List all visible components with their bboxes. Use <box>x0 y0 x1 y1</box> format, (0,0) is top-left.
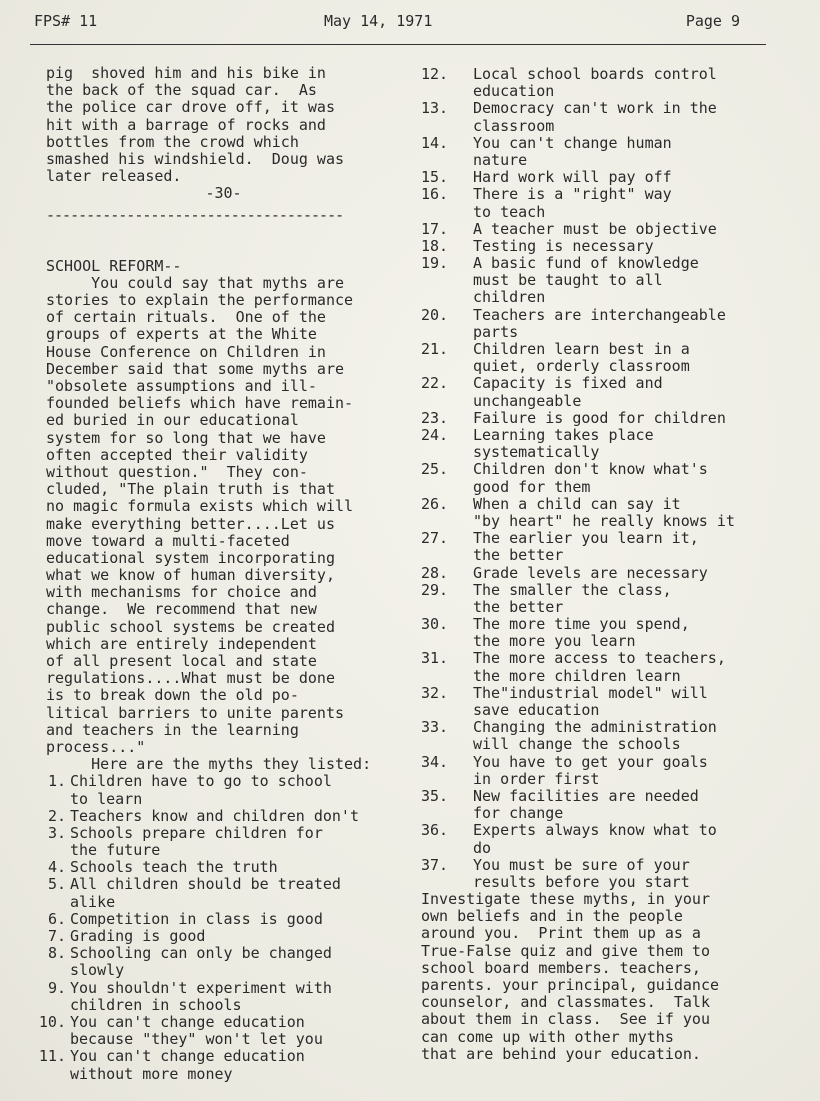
myth-number: 35. <box>421 786 449 805</box>
myth-item <box>421 496 801 530</box>
myth-text: Testing is necessary <box>473 236 654 255</box>
myth-number: 19. <box>421 254 449 273</box>
myth-number: 7. <box>47 927 66 946</box>
myth-number: 14. <box>421 133 449 152</box>
myth-item <box>421 169 801 186</box>
myth-item <box>421 66 801 100</box>
myth-number: 20. <box>421 305 449 324</box>
myth-text: the better <box>473 597 564 616</box>
article-body <box>46 275 401 773</box>
closing-line: around you. Print them up as a <box>421 924 701 943</box>
intro-line: the police car drove off, it was <box>46 98 335 117</box>
myth-item <box>421 100 801 134</box>
myth-text: The smaller the class, <box>473 580 672 599</box>
page-number: Page 9 <box>685 12 740 30</box>
myth-item <box>421 685 801 719</box>
body-line: House Conference on Children in <box>46 342 326 361</box>
closing-line: True-False quiz and give them to <box>421 941 710 960</box>
myth-text: children <box>473 288 546 307</box>
myth-number: 5. <box>47 875 66 894</box>
myth-item <box>421 822 801 856</box>
body-line: regulations....What must be done <box>46 669 335 688</box>
body-line: with mechanisms for choice and <box>46 583 317 602</box>
myth-text: save education <box>473 701 600 720</box>
myth-text: to learn <box>70 789 143 808</box>
myth-item <box>421 565 801 582</box>
closing-line: counselor, and classmates. Talk <box>421 993 710 1012</box>
myth-item <box>46 773 401 807</box>
myth-item <box>421 530 801 564</box>
closing-line: school board members. teachers, <box>421 958 701 977</box>
myth-number: 27. <box>421 529 449 548</box>
myth-number: 31. <box>421 649 449 668</box>
myth-text: The earlier you learn it, <box>473 529 699 548</box>
body-line: litical barriers to unite parents <box>46 703 345 722</box>
myth-number: 37. <box>421 855 449 874</box>
myth-text: Experts always know what to <box>473 821 717 840</box>
closing-line: Investigate these myths, in your <box>421 890 710 909</box>
myth-item <box>421 410 801 427</box>
myth-text: do <box>473 838 492 857</box>
myth-text: will change the schools <box>473 735 681 754</box>
myth-number: 1. <box>47 772 66 791</box>
myth-item <box>421 616 801 650</box>
myth-item <box>46 911 401 928</box>
myth-text: Changing the administration <box>473 718 717 737</box>
myth-text: alike <box>70 892 116 911</box>
myth-item <box>421 650 801 684</box>
myth-text: You can't change education <box>70 1013 305 1031</box>
myth-text: All children should be treated <box>70 875 341 894</box>
myth-number: 4. <box>47 858 66 877</box>
myth-text: quiet, orderly classroom <box>473 357 690 376</box>
myth-number: 25. <box>421 460 449 479</box>
myth-text: Grading is good <box>70 927 206 946</box>
body-line: and teachers in the learning <box>46 720 299 739</box>
myth-text: without more money <box>70 1064 233 1083</box>
body-line: is to break down the old po- <box>46 686 299 705</box>
myth-number: 33. <box>421 718 449 737</box>
myth-text: Competition in class is good <box>70 909 323 928</box>
myth-text: You can't change human <box>473 133 672 152</box>
closing-line: parents. your principal, guidance <box>421 976 720 995</box>
closing-line: that are behind your education. <box>421 1044 701 1063</box>
myth-number: 9. <box>47 978 66 997</box>
body-line: make everything better....Let us <box>46 514 335 533</box>
myth-number: 12. <box>421 65 449 83</box>
myth-item <box>421 221 801 238</box>
myth-item <box>46 876 401 910</box>
myth-number: 34. <box>421 752 449 771</box>
myth-text: systematically <box>473 443 600 462</box>
myth-number: 2. <box>47 806 66 825</box>
myth-item <box>421 238 801 255</box>
myth-text: A basic fund of knowledge <box>473 254 699 273</box>
issue-number: FPS# 11 <box>34 12 98 30</box>
intro-line: bottles from the crowd which <box>46 132 299 151</box>
myth-text: good for them <box>473 477 591 496</box>
closing-line: about them in class. See if you <box>421 1010 710 1029</box>
body-line: system for so long that we have <box>46 428 326 447</box>
body-line: change. We recommend that new <box>46 600 317 619</box>
myth-text: Children don't know what's <box>473 460 708 479</box>
body-line: cluded, "The plain truth is that <box>46 480 335 499</box>
body-line: without question." They con- <box>46 462 308 481</box>
myth-item <box>38 1047 401 1083</box>
myth-number: 3. <box>47 823 66 842</box>
body-line: December said that some myths are <box>46 359 345 378</box>
myth-text: must be taught to all <box>473 271 663 290</box>
myth-item <box>421 341 801 375</box>
myth-item <box>421 307 801 341</box>
body-line: process..." <box>46 737 146 756</box>
myth-number: 18. <box>421 236 449 255</box>
myth-text: nature <box>473 150 528 169</box>
myth-text: to teach <box>473 202 546 221</box>
myth-number: 22. <box>421 374 449 393</box>
myth-text: There is a "right" way <box>473 185 672 204</box>
myth-item <box>46 980 401 1014</box>
myth-text: Failure is good for children <box>473 408 726 427</box>
myth-number: 24. <box>421 426 449 444</box>
myth-text: When a child can say it <box>473 494 681 513</box>
body-line: of all present local and state <box>46 652 317 670</box>
myth-item <box>421 375 801 409</box>
myth-item <box>421 135 801 169</box>
body-line: what we know of human diversity, <box>46 566 335 585</box>
left-column <box>38 64 401 1083</box>
myth-text: Children have to go to school <box>70 772 332 791</box>
myth-text: A teacher must be objective <box>473 219 717 238</box>
body-line: "obsolete assumptions and ill- <box>46 377 317 395</box>
myth-text: classroom <box>473 116 555 135</box>
myth-text: You must be sure of your <box>473 855 690 874</box>
myth-item <box>421 255 801 307</box>
myth-item <box>46 928 401 945</box>
end-mark: -30- <box>205 184 242 203</box>
myth-text: Schools teach the truth <box>70 858 278 877</box>
myth-item <box>421 186 801 220</box>
myth-number: 16. <box>421 185 449 204</box>
body-line: move toward a multi-faceted <box>46 531 290 550</box>
myth-number: 10. <box>38 1013 66 1031</box>
myth-text: Teachers know and children don't <box>70 806 359 825</box>
myth-number: 36. <box>421 821 449 840</box>
header-rule <box>30 44 766 45</box>
myth-item <box>421 788 801 822</box>
closing-line: own beliefs and in the people <box>421 907 683 926</box>
myth-number: 28. <box>421 563 449 582</box>
myth-text: education <box>473 82 555 101</box>
myth-number: 26. <box>421 494 449 513</box>
myth-item <box>46 859 401 876</box>
body-line: of certain rituals. One of the <box>46 308 326 327</box>
myth-text: Local school boards control <box>473 65 717 83</box>
myth-text: Learning takes place <box>473 426 654 444</box>
intro-line: hit with a barrage of rocks and <box>46 115 326 134</box>
myth-text: Schooling can only be changed <box>70 944 332 963</box>
myth-list-right <box>421 66 801 891</box>
myth-text: Grade levels are necessary <box>473 563 708 582</box>
myth-text: Hard work will pay off <box>473 168 672 187</box>
myth-number: 21. <box>421 340 449 359</box>
myth-text: slowly <box>70 961 125 980</box>
intro-line: the back of the squad car. As <box>46 81 317 100</box>
myth-text: parts <box>473 322 519 341</box>
myth-number: 11. <box>38 1047 66 1066</box>
myth-text: You have to get your goals <box>473 752 708 771</box>
myth-text: for change <box>473 804 564 823</box>
myth-text: Democracy can't work in the <box>473 99 717 118</box>
myth-number: 29. <box>421 580 449 599</box>
myth-item <box>46 945 401 979</box>
intro-paragraph <box>46 65 401 185</box>
myth-text: the better <box>473 546 564 565</box>
myth-text: in order first <box>473 769 600 788</box>
closing-line: can come up with other myths <box>421 1027 674 1046</box>
myth-number: 23. <box>421 408 449 427</box>
section-title: SCHOOL REFORM-- <box>46 256 182 275</box>
body-line: which are entirely independent <box>46 634 317 653</box>
myth-text: New facilities are needed <box>473 786 699 805</box>
myth-item <box>421 857 801 891</box>
myth-text: the more children learn <box>473 666 681 685</box>
myth-number: 15. <box>421 168 449 187</box>
myth-text: because "they" won't let you <box>70 1030 323 1049</box>
section-separator: ------------------------------------- <box>46 205 344 224</box>
myth-text: You can't change education <box>70 1047 305 1066</box>
intro-line: later released. <box>46 167 182 186</box>
myth-text: "by heart" he really knows it <box>473 511 735 530</box>
myth-text: children in schools <box>70 995 242 1014</box>
myth-text: You shouldn't experiment with <box>70 978 332 997</box>
myth-item <box>421 461 801 495</box>
body-line: Here are the myths they listed: <box>46 755 372 774</box>
myth-text: the future <box>70 841 161 860</box>
myth-number: 6. <box>47 909 66 928</box>
body-line: stories to explain the performance <box>46 291 354 310</box>
page-header <box>34 12 774 36</box>
myth-item <box>421 582 801 616</box>
myth-text: the more you learn <box>473 632 636 651</box>
intro-line: smashed his windshield. Doug was <box>46 149 345 168</box>
myth-text: Schools prepare children for <box>70 823 323 842</box>
myth-text: Children learn best in a <box>473 340 690 359</box>
body-line: often accepted their validity <box>46 445 308 464</box>
myth-text: Teachers are interchangeable <box>473 305 726 324</box>
body-line: You could say that myths are <box>46 273 345 292</box>
body-line: public school systems be created <box>46 617 335 636</box>
myth-item <box>421 427 801 461</box>
myth-number: 8. <box>47 944 66 963</box>
myth-list-left <box>38 772 401 1083</box>
body-line: no magic formula exists which will <box>46 497 354 516</box>
body-line: educational system incorporating <box>46 548 335 567</box>
myth-text: The more access to teachers, <box>473 649 726 668</box>
myth-number: 13. <box>421 99 449 118</box>
body-line: groups of experts at the White <box>46 325 317 344</box>
myth-item <box>421 719 801 753</box>
myth-text: results before you start <box>473 872 690 891</box>
body-line: founded beliefs which have remain- <box>46 394 354 413</box>
myth-text: unchangeable <box>473 391 582 410</box>
right-column <box>421 66 801 1063</box>
myth-item <box>421 754 801 788</box>
myth-number: 17. <box>421 219 449 238</box>
myth-text: Capacity is fixed and <box>473 374 663 393</box>
myth-number: 30. <box>421 615 449 634</box>
myth-item <box>46 825 401 859</box>
body-line: ed buried in our educational <box>46 411 299 430</box>
myth-item <box>38 1013 401 1049</box>
myth-item <box>46 808 401 825</box>
intro-line: pig shoved him and his bike in <box>46 64 326 82</box>
issue-date: May 14, 1971 <box>324 12 433 30</box>
myth-number: 32. <box>421 683 449 702</box>
myth-text: The"industrial model" will <box>473 683 708 702</box>
myth-text: The more time you spend, <box>473 615 690 634</box>
closing-paragraph <box>421 891 801 1063</box>
